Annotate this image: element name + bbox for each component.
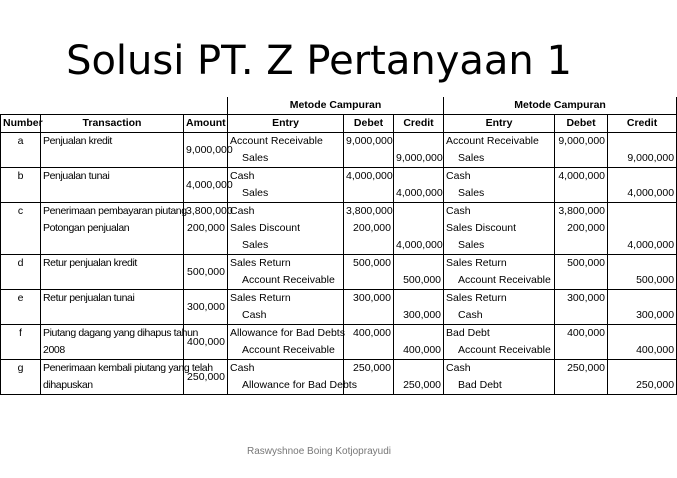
credit-value-1: 250,000 [394,377,444,395]
credit-value-1 [394,360,444,378]
entry-account-1: Account Receivable [228,133,344,151]
entry-account-1: Account Receivable [228,272,344,290]
transaction-text: 2008 [41,342,184,360]
author-footer: Raswyshnoe Boing Kotjoprayudi [247,446,391,457]
credit-value-1: 400,000 [394,342,444,360]
transaction-text [41,307,184,325]
credit-value-1: 500,000 [394,272,444,290]
credit-value-2: 300,000 [608,307,677,325]
table-row [1,168,677,186]
credit-value-2 [608,133,677,151]
entry-account-1: Sales [228,237,344,255]
credit-value-2 [608,168,677,186]
journal-table-container [0,97,675,395]
entry-account-1: Allowance for Bad Debts [228,377,344,395]
credit-value-2 [608,255,677,273]
entry-account-1: Sales Return [228,290,344,308]
credit-value-1 [394,168,444,186]
row-number: c [1,203,41,255]
transaction-text: Potongan penjualan [41,220,184,237]
column-header-row [1,115,677,133]
entry-account-2: Cash [444,168,555,186]
debet-value-1: 400,000 [344,325,394,343]
group-header-2: Metode Campuran [444,97,677,115]
entry-account-2: Cash [444,360,555,378]
table-row [1,290,677,308]
row-number: a [1,133,41,168]
amount-value: 9,000,000 [184,133,228,168]
entry-account-2: Sales Return [444,255,555,273]
entry-account-2: Sales [444,185,555,203]
debet-value-2 [555,342,608,360]
col-header-credit-1: Credit [394,115,444,133]
col-header-debet-2: Debet [555,115,608,133]
transaction-text: Penjualan tunai [41,168,184,186]
amount-value [184,237,228,255]
credit-value-1: 4,000,000 [394,237,444,255]
credit-value-1: 4,000,000 [394,185,444,203]
amount-value: 4,000,000 [184,168,228,203]
debet-value-1: 4,000,000 [344,168,394,186]
debet-value-1: 300,000 [344,290,394,308]
debet-value-2 [555,377,608,395]
credit-value-2: 4,000,000 [608,237,677,255]
table-row [1,307,677,325]
table-row [1,377,677,395]
transaction-text [41,237,184,255]
debet-value-2 [555,307,608,325]
credit-value-2 [608,220,677,237]
debet-value-2 [555,272,608,290]
transaction-text: Penjualan kredit [41,133,184,151]
amount-value: 300,000 [184,290,228,325]
table-row [1,185,677,203]
entry-account-1: Cash [228,168,344,186]
credit-value-2: 500,000 [608,272,677,290]
blank-header-cell [1,97,228,115]
credit-value-1 [394,133,444,151]
table-row [1,342,677,360]
credit-value-1 [394,290,444,308]
group-header-1: Metode Campuran [228,97,444,115]
entry-account-2: Sales Return [444,290,555,308]
table-row [1,255,677,273]
amount-value: 200,000 [184,220,228,237]
col-header-entry-1: Entry [228,115,344,133]
debet-value-2: 200,000 [555,220,608,237]
slide-title: Solusi PT. Z Pertanyaan 1 [66,38,572,84]
row-number: g [1,360,41,395]
transaction-text: dihapuskan [41,377,184,395]
debet-value-2 [555,185,608,203]
debet-value-1 [344,272,394,290]
entry-account-2: Cash [444,307,555,325]
transaction-text [41,150,184,168]
transaction-text [41,185,184,203]
row-number: d [1,255,41,290]
transaction-text [41,272,184,290]
transaction-text: Penerimaan pembayaran piutang [41,203,184,221]
table-row [1,220,677,237]
entry-account-1: Cash [228,307,344,325]
transaction-text: Retur penjualan tunai [41,290,184,308]
transaction-text: Penerimaan kembali piutang yang telah [41,360,184,378]
credit-value-2: 4,000,000 [608,185,677,203]
credit-value-2: 250,000 [608,377,677,395]
entry-account-2: Bad Debt [444,377,555,395]
entry-account-1: Sales Return [228,255,344,273]
entry-account-2: Account Receivable [444,272,555,290]
debet-value-1 [344,185,394,203]
credit-value-2 [608,203,677,221]
debet-value-2 [555,150,608,168]
col-header-debet-1: Debet [344,115,394,133]
debet-value-2: 500,000 [555,255,608,273]
entry-account-1: Account Receivable [228,342,344,360]
debet-value-1: 3,800,000 [344,203,394,221]
entry-account-1: Sales [228,150,344,168]
entry-account-1: Cash [228,360,344,378]
table-row [1,237,677,255]
credit-value-2 [608,360,677,378]
row-number: b [1,168,41,203]
entry-account-1: Allowance for Bad Debts [228,325,344,343]
transaction-text: Retur penjualan kredit [41,255,184,273]
debet-value-1: 500,000 [344,255,394,273]
table-row [1,272,677,290]
debet-value-1: 200,000 [344,220,394,237]
debet-value-2: 3,800,000 [555,203,608,221]
group-header-row [1,97,677,115]
debet-value-1 [344,342,394,360]
credit-value-1 [394,325,444,343]
debet-value-1: 9,000,000 [344,133,394,151]
row-number: f [1,325,41,360]
debet-value-1 [344,237,394,255]
entry-account-1: Cash [228,203,344,221]
credit-value-1 [394,203,444,221]
credit-value-2: 400,000 [608,342,677,360]
table-row [1,325,677,343]
credit-value-1: 9,000,000 [394,150,444,168]
table-row [1,203,677,221]
debet-value-2: 4,000,000 [555,168,608,186]
entry-account-2: Sales Discount [444,220,555,237]
debet-value-2: 400,000 [555,325,608,343]
col-header-amount: Amount [184,115,228,133]
debet-value-2: 250,000 [555,360,608,378]
debet-value-1 [344,150,394,168]
table-body [1,97,677,395]
transaction-text: Piutang dagang yang dihapus tahun [41,325,184,343]
table-row [1,360,677,378]
amount-value: 400,000 [184,325,228,360]
col-header-entry-2: Entry [444,115,555,133]
credit-value-2 [608,325,677,343]
journal-table [0,97,677,395]
debet-value-2 [555,237,608,255]
amount-value: 3,800,000 [184,203,228,221]
row-number: e [1,290,41,325]
debet-value-1 [344,307,394,325]
col-header-credit-2: Credit [608,115,677,133]
entry-account-2: Sales [444,237,555,255]
entry-account-2: Account Receivable [444,133,555,151]
amount-value: 250,000 [184,360,228,395]
col-header-number: Number [1,115,41,133]
entry-account-1: Sales [228,185,344,203]
credit-value-1: 300,000 [394,307,444,325]
credit-value-2: 9,000,000 [608,150,677,168]
entry-account-2: Account Receivable [444,342,555,360]
credit-value-2 [608,290,677,308]
col-header-transaction: Transaction [41,115,184,133]
debet-value-2: 300,000 [555,290,608,308]
entry-account-2: Sales [444,150,555,168]
entry-account-1: Sales Discount [228,220,344,237]
debet-value-1: 250,000 [344,360,394,378]
credit-value-1 [394,220,444,237]
amount-value: 500,000 [184,255,228,290]
table-row [1,150,677,168]
debet-value-2: 9,000,000 [555,133,608,151]
table-row [1,133,677,151]
entry-account-2: Cash [444,203,555,221]
entry-account-2: Bad Debt [444,325,555,343]
credit-value-1 [394,255,444,273]
